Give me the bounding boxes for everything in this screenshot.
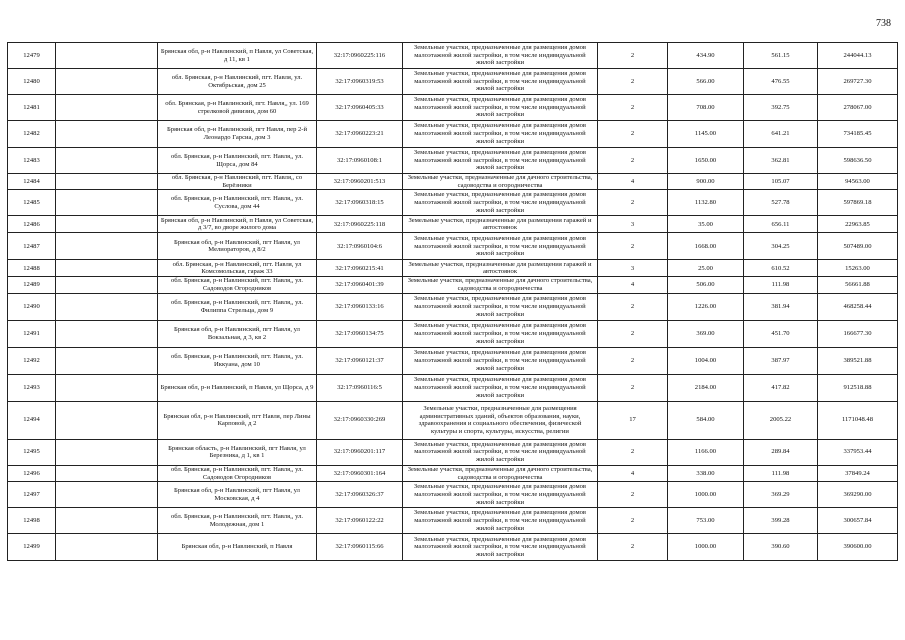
- category-cell: 2: [598, 508, 668, 534]
- table-row: [8, 233, 898, 260]
- area-cell: 1000.00: [668, 482, 744, 508]
- cadastral-number-cell: 32:17:0960225:116: [317, 43, 403, 69]
- rate-cell: 476.55: [744, 69, 818, 95]
- category-cell: 2: [598, 347, 668, 374]
- table-row: [8, 121, 898, 148]
- rate-cell: 289.84: [744, 439, 818, 465]
- empty-cell: [56, 190, 158, 216]
- cadastral-number-cell: 32:17:0960401:39: [317, 277, 403, 293]
- area-cell: 1000.00: [668, 534, 744, 561]
- table-row: [8, 534, 898, 561]
- rate-cell: 387.97: [744, 347, 818, 374]
- cadastral-number-cell: 32:17:0960319:53: [317, 69, 403, 95]
- table-row: [8, 465, 898, 481]
- area-cell: 1166.00: [668, 439, 744, 465]
- empty-cell: [56, 439, 158, 465]
- cadastral-number-cell: 32:17:0960134:75: [317, 320, 403, 347]
- area-cell: 566.00: [668, 69, 744, 95]
- rate-cell: 610.52: [744, 260, 818, 277]
- area-cell: 25.00: [668, 260, 744, 277]
- table-row: [8, 43, 898, 69]
- rate-cell: 362.81: [744, 148, 818, 174]
- row-number: 12496: [8, 465, 56, 481]
- rate-cell: 390.60: [744, 534, 818, 561]
- category-cell: 4: [598, 277, 668, 293]
- cost-cell: 337953.44: [818, 439, 898, 465]
- row-number: 12483: [8, 148, 56, 174]
- category-cell: 2: [598, 439, 668, 465]
- address-cell: Брянская обл, р-н Навлинский, п Навля, ул Советская, д 11, кв 1: [158, 43, 317, 69]
- land-use-cell: Земельные участки, предназначенные для размещения домов малоэтажной жилой застройки, в том числе индивидуальной жилой застройки: [403, 43, 598, 69]
- cost-cell: 468258.44: [818, 293, 898, 320]
- cost-cell: 300657.84: [818, 508, 898, 534]
- category-cell: 2: [598, 482, 668, 508]
- row-number: 12499: [8, 534, 56, 561]
- table-row: [8, 347, 898, 374]
- empty-cell: [56, 121, 158, 148]
- category-cell: 2: [598, 534, 668, 561]
- address-cell: обл. Брянская, р-н Навлинский, пгт. Навля,, ул. Суслова, дом 44: [158, 190, 317, 216]
- cost-cell: 369290.00: [818, 482, 898, 508]
- land-use-cell: Земельные участки, предназначенные для размещения гаражей и автостоянок: [403, 216, 598, 233]
- rate-cell: 641.21: [744, 121, 818, 148]
- address-cell: обл. Брянская, р-н Навлинский, пгт. Навля,, ул. Щорса, дом 84: [158, 148, 317, 174]
- land-use-cell: Земельные участки, предназначенные для размещения гаражей и автостоянок: [403, 260, 598, 277]
- table-row: [8, 95, 898, 121]
- cadastral-number-cell: 32:17:0960330:269: [317, 401, 403, 439]
- cost-cell: 37849.24: [818, 465, 898, 481]
- cadastral-value-table: [7, 42, 898, 561]
- area-cell: 1132.80: [668, 190, 744, 216]
- row-number: 12494: [8, 401, 56, 439]
- category-cell: 2: [598, 374, 668, 401]
- row-number: 12489: [8, 277, 56, 293]
- land-use-cell: Земельные участки, предназначенные для размещения домов малоэтажной жилой застройки, в том числе индивидуальной жилой застройки: [403, 439, 598, 465]
- cost-cell: 597869.18: [818, 190, 898, 216]
- empty-cell: [56, 347, 158, 374]
- area-cell: 753.00: [668, 508, 744, 534]
- table-row: [8, 320, 898, 347]
- table-body: [8, 43, 898, 561]
- land-use-cell: Земельные участки, предназначенные для размещения домов малоэтажной жилой застройки, в том числе индивидуальной жилой застройки: [403, 95, 598, 121]
- cost-cell: 166677.30: [818, 320, 898, 347]
- empty-cell: [56, 320, 158, 347]
- category-cell: 3: [598, 260, 668, 277]
- empty-cell: [56, 69, 158, 95]
- cost-cell: 390600.00: [818, 534, 898, 561]
- land-use-cell: Земельные участки, предназначенные для дачного строительства, садоводства и огородничества: [403, 465, 598, 481]
- category-cell: 2: [598, 95, 668, 121]
- land-use-cell: Земельные участки, предназначенные для дачного строительства, садоводства и огородничества: [403, 174, 598, 190]
- rate-cell: 399.28: [744, 508, 818, 534]
- address-cell: Брянская обл, р-н Навлинский, пгт Навля, пер Лины Карповой, д 2: [158, 401, 317, 439]
- land-use-cell: Земельные участки, предназначенные для размещения домов малоэтажной жилой застройки, в том числе индивидуальной жилой застройки: [403, 374, 598, 401]
- row-number: 12481: [8, 95, 56, 121]
- rate-cell: 451.70: [744, 320, 818, 347]
- rate-cell: 381.94: [744, 293, 818, 320]
- area-cell: 1650.00: [668, 148, 744, 174]
- rate-cell: 2005.22: [744, 401, 818, 439]
- table-row: [8, 401, 898, 439]
- area-cell: 35.00: [668, 216, 744, 233]
- empty-cell: [56, 534, 158, 561]
- area-cell: 584.00: [668, 401, 744, 439]
- rate-cell: 656.11: [744, 216, 818, 233]
- address-cell: Брянская обл, р-н Навлинский, пгт Навля, ул Мелиораторов, д 8/2: [158, 233, 317, 260]
- category-cell: 2: [598, 233, 668, 260]
- land-use-cell: Земельные участки, предназначенные для размещения домов малоэтажной жилой застройки, в том числе индивидуальной жилой застройки: [403, 293, 598, 320]
- cadastral-number-cell: 32:17:0960201:513: [317, 174, 403, 190]
- area-cell: 338.00: [668, 465, 744, 481]
- cost-cell: 278067.00: [818, 95, 898, 121]
- cadastral-number-cell: 32:17:0960318:15: [317, 190, 403, 216]
- category-cell: 17: [598, 401, 668, 439]
- row-number: 12498: [8, 508, 56, 534]
- row-number: 12493: [8, 374, 56, 401]
- cost-cell: 94563.00: [818, 174, 898, 190]
- address-cell: обл. Брянская, р-н Навлинский, пгт. Навля,, ул. Садоводов Огородников: [158, 277, 317, 293]
- cost-cell: 244044.13: [818, 43, 898, 69]
- row-number: 12492: [8, 347, 56, 374]
- table-row: [8, 277, 898, 293]
- table-row: [8, 260, 898, 277]
- address-cell: Брянская обл, р-н Навлинский, пгт Навля, пер 2-й Леонардо Гарсиа, дом 3: [158, 121, 317, 148]
- empty-cell: [56, 260, 158, 277]
- cadastral-number-cell: 32:17:0960108:1: [317, 148, 403, 174]
- rate-cell: 105.07: [744, 174, 818, 190]
- category-cell: 4: [598, 174, 668, 190]
- category-cell: 2: [598, 69, 668, 95]
- table-row: [8, 174, 898, 190]
- row-number: 12491: [8, 320, 56, 347]
- category-cell: 2: [598, 320, 668, 347]
- land-use-cell: Земельные участки, предназначенные для дачного строительства, садоводства и огородничества: [403, 277, 598, 293]
- cost-cell: 269727.30: [818, 69, 898, 95]
- land-use-cell: Земельные участки, предназначенные для размещения домов малоэтажной жилой застройки, в том числе индивидуальной жилой застройки: [403, 148, 598, 174]
- cadastral-number-cell: 32:17:0960326:37: [317, 482, 403, 508]
- row-number: 12479: [8, 43, 56, 69]
- row-number: 12490: [8, 293, 56, 320]
- row-number: 12487: [8, 233, 56, 260]
- page-number: 738: [876, 18, 891, 29]
- area-cell: 506.00: [668, 277, 744, 293]
- empty-cell: [56, 233, 158, 260]
- area-cell: 1226.00: [668, 293, 744, 320]
- empty-cell: [56, 293, 158, 320]
- cost-cell: 734185.45: [818, 121, 898, 148]
- cadastral-number-cell: 32:17:0960116:5: [317, 374, 403, 401]
- empty-cell: [56, 465, 158, 481]
- table-row: [8, 148, 898, 174]
- cadastral-number-cell: 32:17:0960301:164: [317, 465, 403, 481]
- category-cell: 4: [598, 465, 668, 481]
- cost-cell: 507489.00: [818, 233, 898, 260]
- area-cell: 1004.00: [668, 347, 744, 374]
- empty-cell: [56, 43, 158, 69]
- row-number: 12497: [8, 482, 56, 508]
- cadastral-number-cell: 32:17:0960121:37: [317, 347, 403, 374]
- cadastral-number-cell: 32:17:0960405:33: [317, 95, 403, 121]
- land-use-cell: Земельные участки, предназначенные для размещения домов малоэтажной жилой застройки, в том числе индивидуальной жилой застройки: [403, 320, 598, 347]
- area-cell: 434.90: [668, 43, 744, 69]
- area-cell: 369.00: [668, 320, 744, 347]
- rate-cell: 111.98: [744, 465, 818, 481]
- empty-cell: [56, 95, 158, 121]
- cost-cell: 1171048.48: [818, 401, 898, 439]
- cost-cell: 912518.88: [818, 374, 898, 401]
- cost-cell: 22963.85: [818, 216, 898, 233]
- table-row: [8, 190, 898, 216]
- row-number: 12495: [8, 439, 56, 465]
- empty-cell: [56, 148, 158, 174]
- cost-cell: 15263.00: [818, 260, 898, 277]
- land-use-cell: Земельные участки, предназначенные для размещения домов малоэтажной жилой застройки, в том числе индивидуальной жилой застройки: [403, 233, 598, 260]
- land-use-cell: Земельные участки, предназначенные для размещения домов малоэтажной жилой застройки, в том числе индивидуальной жилой застройки: [403, 482, 598, 508]
- category-cell: 2: [598, 293, 668, 320]
- address-cell: Брянская обл, р-н Навлинский, п Навля: [158, 534, 317, 561]
- cost-cell: 598636.50: [818, 148, 898, 174]
- empty-cell: [56, 174, 158, 190]
- land-use-cell: Земельные участки, предназначенные для размещения домов малоэтажной жилой застройки, в том числе индивидуальной жилой застройки: [403, 347, 598, 374]
- cadastral-number-cell: 32:17:0960122:22: [317, 508, 403, 534]
- table-row: [8, 216, 898, 233]
- address-cell: Брянская обл, р-н Навлинский, пгт Навля, ул Вокзальная, д 3, кв 2: [158, 320, 317, 347]
- table-row: [8, 69, 898, 95]
- rate-cell: 111.98: [744, 277, 818, 293]
- table-row: [8, 508, 898, 534]
- table-row: [8, 374, 898, 401]
- address-cell: обл. Брянская, р-н Навлинский, пгт. Навля,, ул. Садоводов Огородников: [158, 465, 317, 481]
- cadastral-number-cell: 32:17:0960115:66: [317, 534, 403, 561]
- category-cell: 2: [598, 121, 668, 148]
- address-cell: Брянская обл, р-н Навлинский, п Навля, ул Советская, д 3/7, во дворе жилого дома: [158, 216, 317, 233]
- empty-cell: [56, 374, 158, 401]
- area-cell: 1145.00: [668, 121, 744, 148]
- cadastral-number-cell: 32:17:0960201:117: [317, 439, 403, 465]
- address-cell: обл. Брянская, р-н Навлинский, пгт. Навля,, ул. Филиппа Стрельца, дом 9: [158, 293, 317, 320]
- empty-cell: [56, 482, 158, 508]
- address-cell: обл. Брянская, р-н Навлинский, пгт. Навля,, ул. Молодежная, дом 1: [158, 508, 317, 534]
- row-number: 12488: [8, 260, 56, 277]
- rate-cell: 304.25: [744, 233, 818, 260]
- row-number: 12484: [8, 174, 56, 190]
- table-row: [8, 482, 898, 508]
- empty-cell: [56, 216, 158, 233]
- address-cell: Брянская область, р-н Навлинский, пгт Навля, ул Березника, д 1, кв 1: [158, 439, 317, 465]
- cadastral-number-cell: 32:17:0960133:16: [317, 293, 403, 320]
- rate-cell: 561.15: [744, 43, 818, 69]
- address-cell: обл. Брянская, р-н Навлинский, пгт. Навля,, со Берёзники: [158, 174, 317, 190]
- cost-cell: 56661.88: [818, 277, 898, 293]
- category-cell: 2: [598, 43, 668, 69]
- land-use-cell: Земельные участки, предназначенные для размещения домов малоэтажной жилой застройки, в том числе индивидуальной жилой застройки: [403, 190, 598, 216]
- cadastral-number-cell: 32:17:0960225:118: [317, 216, 403, 233]
- address-cell: обл. Брянская, р-н Навлинский, пгт. Навля,, ул. 169 стрелковой дивизии, дом 60: [158, 95, 317, 121]
- land-use-cell: Земельные участки, предназначенные для размещения домов малоэтажной жилой застройки, в том числе индивидуальной жилой застройки: [403, 534, 598, 561]
- rate-cell: 527.78: [744, 190, 818, 216]
- table-row: [8, 439, 898, 465]
- land-use-cell: Земельные участки, предназначенные для размещения домов малоэтажной жилой застройки, в том числе индивидуальной жилой застройки: [403, 121, 598, 148]
- empty-cell: [56, 277, 158, 293]
- empty-cell: [56, 401, 158, 439]
- address-cell: Брянская обл, р-н Навлинский, п Навля, ул Щорса, д 9: [158, 374, 317, 401]
- rate-cell: 417.82: [744, 374, 818, 401]
- rate-cell: 392.75: [744, 95, 818, 121]
- empty-cell: [56, 508, 158, 534]
- area-cell: 1668.00: [668, 233, 744, 260]
- land-use-cell: Земельные участки, предназначенные для размещения административных зданий, объектов образования, науки, здравоохранения и социального обеспечения, физической культуры и спорта, культуры, искусства, религии: [403, 401, 598, 439]
- table-row: [8, 293, 898, 320]
- cadastral-number-cell: 32:17:0960215:41: [317, 260, 403, 277]
- row-number: 12480: [8, 69, 56, 95]
- address-cell: обл. Брянская, р-н Навлинский, пгт. Навля,, ул. Иккуана, дом 10: [158, 347, 317, 374]
- row-number: 12482: [8, 121, 56, 148]
- category-cell: 3: [598, 216, 668, 233]
- row-number: 12486: [8, 216, 56, 233]
- area-cell: 708.00: [668, 95, 744, 121]
- area-cell: 2184.00: [668, 374, 744, 401]
- row-number: 12485: [8, 190, 56, 216]
- land-use-cell: Земельные участки, предназначенные для размещения домов малоэтажной жилой застройки, в том числе индивидуальной жилой застройки: [403, 69, 598, 95]
- address-cell: обл. Брянская, р-н Навлинский, пгт. Навля, ул. Октябрьская, дом 25: [158, 69, 317, 95]
- address-cell: обл. Брянская, р-н Навлинский, пгт. Навля, ул Комсомольская, гараж 33: [158, 260, 317, 277]
- cadastral-number-cell: 32:17:0960223:21: [317, 121, 403, 148]
- category-cell: 2: [598, 190, 668, 216]
- rate-cell: 369.29: [744, 482, 818, 508]
- land-use-cell: Земельные участки, предназначенные для размещения домов малоэтажной жилой застройки, в том числе индивидуальной жилой застройки: [403, 508, 598, 534]
- area-cell: 900.00: [668, 174, 744, 190]
- address-cell: Брянская обл, р-н Навлинский, пгт Навля, ул Московская, д 4: [158, 482, 317, 508]
- cost-cell: 389521.88: [818, 347, 898, 374]
- cadastral-number-cell: 32:17:0960104:6: [317, 233, 403, 260]
- category-cell: 2: [598, 148, 668, 174]
